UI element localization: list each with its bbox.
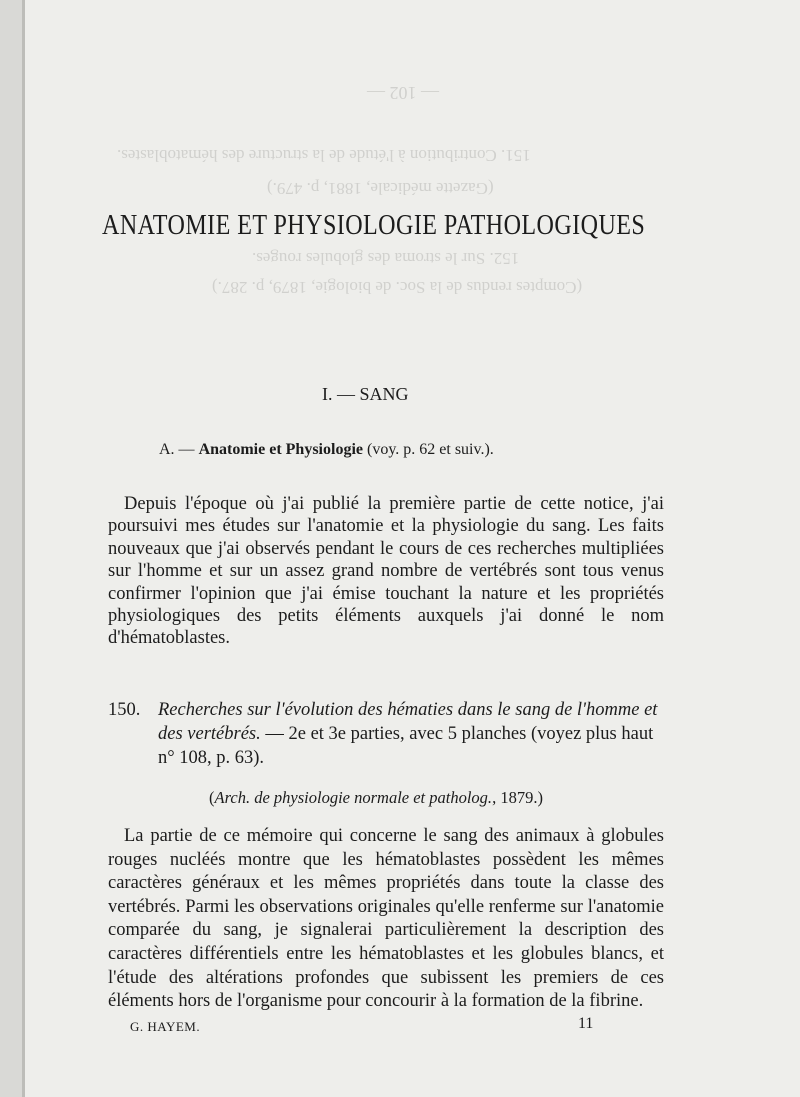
subsection-title: Anatomie et Physiologie	[198, 441, 363, 458]
bleed-page-number: — 102 —	[367, 83, 439, 103]
source-year: , 1879.)	[492, 788, 543, 807]
reference-number: 150.	[108, 700, 141, 720]
section-heading: I. — SANG	[322, 384, 409, 404]
bleed-item-title: 151. Contribution à l'étude de la structure des hématoblastes.	[117, 146, 531, 165]
paragraph-2: La partie de ce mémoire qui concerne le sang des animaux à globules rouges nucléés montre que les hématoblastes possèdent les mêmes caractères généraux et les mêmes propriétés dans toute la classe des vertébrés. Parmi les observations originales qu'elle renferme sur l'anatomie comparée du sang, je signalerai particulièrement la description des caractères différentiels entre les hématoblastes et les globules blancs, et l'étude des altérations profondes que subissent les premiers de ces éléments hors de l'organisme pour concourir à la formation de la fibrine.	[108, 826, 664, 1012]
reference-body	[158, 698, 668, 770]
subsection-heading	[159, 441, 494, 459]
reference-details: — 2e et 3e parties, avec 5 planches (voyez plus haut n° 108, p. 63).	[158, 724, 654, 768]
page-edge	[22, 0, 25, 1097]
main-title: ANATOMIE ET PHYSIOLOGIE PATHOLOGIQUES	[102, 210, 646, 241]
subsection-letter: A. —	[159, 441, 195, 458]
bleed-item-source: (Gazette médicale, 1881, p. 479.)	[267, 179, 494, 198]
source-open-paren: (	[209, 788, 215, 807]
subsection-note: (voy. p. 62 et suiv.).	[366, 441, 494, 458]
bleed-item-2-source: (Comptes rendus de la Soc. de biologie, 1879, p. 287.)	[212, 278, 583, 297]
footer-author: G. HAYEM.	[130, 1019, 201, 1034]
reference-source	[209, 788, 543, 808]
paragraph-1: Depuis l'époque où j'ai publié la première partie de cette notice, j'ai poursuivi mes études sur l'anatomie et la physiologie du sang. Les faits nouveaux que j'ai observés pendant le cours de ces recherches multipliées sur l'homme et sur un assez grand nombre de vertébrés sont tous venus confirmer l'opinion que j'ai émise touchant la nature et les propriétés physiologiques des petits éléments auxquels j'ai donné le nom d'hématoblastes.	[108, 494, 664, 649]
footer-signature-number: 11	[578, 1015, 594, 1032]
source-journal: Arch. de physiologie normale et patholog.	[214, 788, 493, 807]
document-page	[22, 0, 800, 1097]
bleed-item-2: 152. Sur le stroma des globules rouges.	[252, 249, 520, 268]
reference-title: Recherches sur l'évolution des hématies dans le sang de l'homme et des vertébrés.	[158, 700, 658, 744]
